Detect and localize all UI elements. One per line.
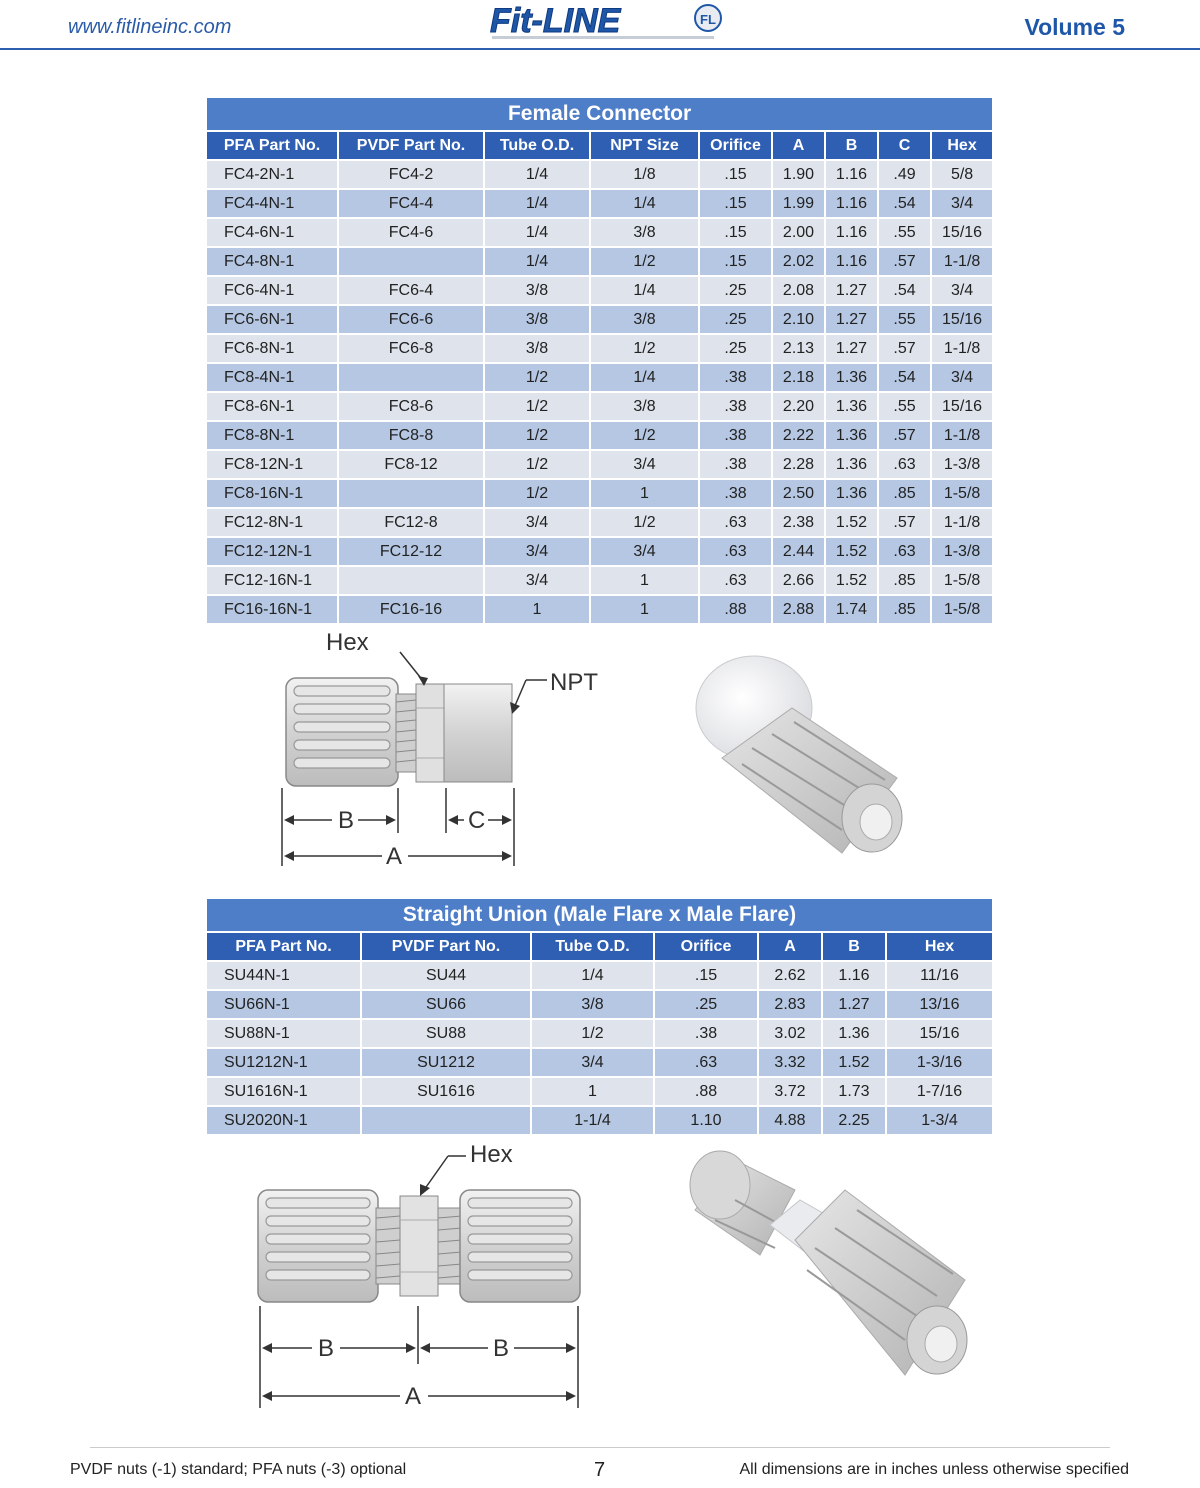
table-cell: 3/4 xyxy=(931,276,992,305)
female-connector-table xyxy=(207,98,992,623)
table-cell: 1/2 xyxy=(484,450,590,479)
table-cell: 3/4 xyxy=(484,566,590,595)
column-header: PFA Part No. xyxy=(207,932,361,961)
table-cell: FC4-4 xyxy=(338,189,484,218)
footer-divider xyxy=(90,1447,1110,1448)
table-cell: .15 xyxy=(699,218,772,247)
table-cell: 15/16 xyxy=(886,1019,992,1048)
table-cell: FC4-2 xyxy=(338,160,484,189)
column-header: PVDF Part No. xyxy=(338,131,484,160)
table-cell: 15/16 xyxy=(931,218,992,247)
volume-label: Volume 5 xyxy=(1024,14,1125,40)
table-cell: FC4-6 xyxy=(338,218,484,247)
table-cell: FC8-6 xyxy=(338,392,484,421)
table-cell: 3/8 xyxy=(484,276,590,305)
table-cell: FC12-12 xyxy=(338,537,484,566)
table-cell: 1.90 xyxy=(772,160,825,189)
table-cell: .15 xyxy=(654,961,758,990)
column-header: B xyxy=(822,932,886,961)
table-cell: 1/4 xyxy=(590,363,699,392)
table-cell: .63 xyxy=(699,537,772,566)
table-cell: 1-3/16 xyxy=(886,1048,992,1077)
table-row xyxy=(207,421,992,450)
table-cell: 1/2 xyxy=(484,479,590,508)
column-header: Orifice xyxy=(699,131,772,160)
table-cell: FC12-12N-1 xyxy=(207,537,338,566)
table-cell: .63 xyxy=(878,450,931,479)
table-row xyxy=(207,537,992,566)
table-cell: 1.16 xyxy=(825,247,878,276)
table-row xyxy=(207,1077,992,1106)
table-cell: FC6-6 xyxy=(338,305,484,334)
table-row xyxy=(207,990,992,1019)
table-cell: 2.20 xyxy=(772,392,825,421)
table-cell: FC6-6N-1 xyxy=(207,305,338,334)
table-cell: 2.08 xyxy=(772,276,825,305)
table-cell: .88 xyxy=(699,595,772,623)
table-cell: 3/8 xyxy=(484,305,590,334)
female-connector-photo xyxy=(682,648,932,868)
table-cell: .63 xyxy=(699,508,772,537)
table-cell: 1-5/8 xyxy=(931,595,992,623)
female-connector-diagram xyxy=(262,628,612,870)
table-cell: .25 xyxy=(699,334,772,363)
table-cell: 1-1/8 xyxy=(931,421,992,450)
straight-union-diagram xyxy=(248,1138,588,1418)
table-cell: FC12-8 xyxy=(338,508,484,537)
footer-dimensions-note: All dimensions are in inches unless otherwise specified xyxy=(739,1461,1129,1478)
table-cell: 1-7/16 xyxy=(886,1077,992,1106)
table-cell: .25 xyxy=(699,305,772,334)
table-row xyxy=(207,566,992,595)
table-cell: 2.18 xyxy=(772,363,825,392)
table-cell: FC16-16 xyxy=(338,595,484,623)
column-header: Tube O.D. xyxy=(531,932,654,961)
table-cell: 3.02 xyxy=(758,1019,822,1048)
table-cell: FC8-12N-1 xyxy=(207,450,338,479)
table-cell: .38 xyxy=(699,450,772,479)
table-cell: 2.25 xyxy=(822,1106,886,1134)
table-cell xyxy=(338,247,484,276)
column-header: B xyxy=(825,131,878,160)
table-row xyxy=(207,1106,992,1134)
table-cell: FC4-6N-1 xyxy=(207,218,338,247)
table-cell: .55 xyxy=(878,305,931,334)
table-cell: 1/2 xyxy=(590,334,699,363)
union-dim-a-label: A xyxy=(405,1383,422,1410)
table-cell: .15 xyxy=(699,189,772,218)
table-cell: 1.52 xyxy=(825,537,878,566)
table-cell: 3/8 xyxy=(590,305,699,334)
table-cell: 1 xyxy=(590,566,699,595)
table-cell: 1/2 xyxy=(484,363,590,392)
table-row xyxy=(207,218,992,247)
table-cell: .38 xyxy=(699,392,772,421)
table-cell: 2.83 xyxy=(758,990,822,1019)
table-row xyxy=(207,508,992,537)
npt-label: NPT xyxy=(550,669,598,696)
table-row xyxy=(207,247,992,276)
table-cell: 1-3/4 xyxy=(886,1106,992,1134)
table-cell: .55 xyxy=(878,218,931,247)
table-cell: 1/2 xyxy=(590,247,699,276)
table-cell: 1 xyxy=(531,1077,654,1106)
table-cell: SU1212N-1 xyxy=(207,1048,361,1077)
table-cell: 3/4 xyxy=(931,363,992,392)
table-cell: FC6-8 xyxy=(338,334,484,363)
table-cell: 1.27 xyxy=(825,334,878,363)
table-cell: .63 xyxy=(699,566,772,595)
table-cell: .54 xyxy=(878,363,931,392)
table-cell: .38 xyxy=(699,363,772,392)
table-cell: .38 xyxy=(654,1019,758,1048)
table-cell: 1/4 xyxy=(484,189,590,218)
table-cell: SU88 xyxy=(361,1019,531,1048)
table-cell: .57 xyxy=(878,421,931,450)
table-cell: FC6-4N-1 xyxy=(207,276,338,305)
table-cell: 1.27 xyxy=(825,305,878,334)
table-row xyxy=(207,1019,992,1048)
table-row xyxy=(207,189,992,218)
table-cell: 2.10 xyxy=(772,305,825,334)
table-cell: 1/2 xyxy=(590,421,699,450)
straight-union-photo xyxy=(675,1140,975,1395)
table-cell: 13/16 xyxy=(886,990,992,1019)
table-cell: FC4-8N-1 xyxy=(207,247,338,276)
table-cell: SU1212 xyxy=(361,1048,531,1077)
table-row xyxy=(207,305,992,334)
fit-line-logo xyxy=(478,0,728,44)
table-cell: 15/16 xyxy=(931,392,992,421)
table-cell: .55 xyxy=(878,392,931,421)
table-cell: 1-1/8 xyxy=(931,334,992,363)
table-cell: 3/4 xyxy=(531,1048,654,1077)
table-cell: 1.27 xyxy=(825,276,878,305)
table-cell: 3/4 xyxy=(590,537,699,566)
table-cell: 1/4 xyxy=(484,218,590,247)
table-cell: 1.52 xyxy=(822,1048,886,1077)
table-cell: 2.02 xyxy=(772,247,825,276)
table-cell: 3/8 xyxy=(590,392,699,421)
table-cell: .85 xyxy=(878,595,931,623)
table-cell: 1.36 xyxy=(825,479,878,508)
table-cell: .54 xyxy=(878,189,931,218)
table-row xyxy=(207,450,992,479)
table-cell: .49 xyxy=(878,160,931,189)
table-cell: 1.16 xyxy=(822,961,886,990)
table-cell: 2.28 xyxy=(772,450,825,479)
table-cell: .15 xyxy=(699,160,772,189)
union-dim-b2-label: B xyxy=(493,1335,510,1362)
website-url[interactable]: www.fitlineinc.com xyxy=(68,16,232,38)
table-cell: .25 xyxy=(654,990,758,1019)
table-cell: .57 xyxy=(878,334,931,363)
table-cell: 11/16 xyxy=(886,961,992,990)
table-cell: 1 xyxy=(590,595,699,623)
table-cell: SU2020N-1 xyxy=(207,1106,361,1134)
dim-c-label: C xyxy=(468,807,486,834)
table-cell: 1/8 xyxy=(590,160,699,189)
table-cell: .25 xyxy=(699,276,772,305)
page-number: 7 xyxy=(594,1459,606,1481)
dim-a-label: A xyxy=(386,843,403,870)
logo-badge: FL xyxy=(700,12,716,27)
table-cell: FC4-4N-1 xyxy=(207,189,338,218)
table-cell: 1.10 xyxy=(654,1106,758,1134)
table-cell: 3/4 xyxy=(484,537,590,566)
table-cell: 1/2 xyxy=(590,508,699,537)
table-row xyxy=(207,392,992,421)
table-cell: 1.52 xyxy=(825,508,878,537)
table-cell: .63 xyxy=(878,537,931,566)
table-cell: 1/4 xyxy=(531,961,654,990)
table-cell: .88 xyxy=(654,1077,758,1106)
union-hex-label: Hex xyxy=(470,1141,513,1168)
table-cell: .85 xyxy=(878,566,931,595)
table-cell: .57 xyxy=(878,508,931,537)
table-cell: 1.36 xyxy=(822,1019,886,1048)
table-cell: FC12-16N-1 xyxy=(207,566,338,595)
table-cell: 1.36 xyxy=(825,363,878,392)
table-cell: FC8-8 xyxy=(338,421,484,450)
table-cell: FC4-2N-1 xyxy=(207,160,338,189)
table-cell: 5/8 xyxy=(931,160,992,189)
table-cell: 1.74 xyxy=(825,595,878,623)
table-row xyxy=(207,334,992,363)
female-connector-title: Female Connector xyxy=(207,98,992,131)
table-cell: .38 xyxy=(699,479,772,508)
table-cell: 1/4 xyxy=(484,247,590,276)
table-cell: SU1616 xyxy=(361,1077,531,1106)
table-cell: 1-3/8 xyxy=(931,537,992,566)
table-cell: 4.88 xyxy=(758,1106,822,1134)
table-cell: 1.27 xyxy=(822,990,886,1019)
union-dim-b1-label: B xyxy=(318,1335,335,1362)
table-cell: .63 xyxy=(654,1048,758,1077)
table-cell: .85 xyxy=(878,479,931,508)
table-cell: 3.32 xyxy=(758,1048,822,1077)
table-row xyxy=(207,160,992,189)
table-row xyxy=(207,276,992,305)
table-cell: 1/2 xyxy=(484,421,590,450)
column-header: A xyxy=(758,932,822,961)
table-cell: 1-1/4 xyxy=(531,1106,654,1134)
table-cell: 1/4 xyxy=(590,276,699,305)
column-header: PVDF Part No. xyxy=(361,932,531,961)
table-cell: 1/4 xyxy=(484,160,590,189)
table-cell: 1/4 xyxy=(590,189,699,218)
hex-label: Hex xyxy=(326,629,369,656)
straight-union-table xyxy=(207,899,992,1134)
column-header: Tube O.D. xyxy=(484,131,590,160)
table-cell: FC8-16N-1 xyxy=(207,479,338,508)
table-cell: .57 xyxy=(878,247,931,276)
table-cell: 2.38 xyxy=(772,508,825,537)
table-cell: 1-1/8 xyxy=(931,508,992,537)
table-cell: 3/8 xyxy=(531,990,654,1019)
table-cell: .38 xyxy=(699,421,772,450)
table-cell: 1.16 xyxy=(825,218,878,247)
table-cell: FC8-4N-1 xyxy=(207,363,338,392)
table-row xyxy=(207,595,992,623)
table-cell: 2.44 xyxy=(772,537,825,566)
table-cell: 2.88 xyxy=(772,595,825,623)
table-cell: 1.99 xyxy=(772,189,825,218)
table-cell: 2.62 xyxy=(758,961,822,990)
table-cell: 2.50 xyxy=(772,479,825,508)
table-cell: SU44 xyxy=(361,961,531,990)
table-cell xyxy=(361,1106,531,1134)
table-cell: .54 xyxy=(878,276,931,305)
table-row xyxy=(207,1048,992,1077)
table-cell: SU66N-1 xyxy=(207,990,361,1019)
table-cell: 3/4 xyxy=(590,450,699,479)
table-cell: 2.13 xyxy=(772,334,825,363)
table-cell: 2.22 xyxy=(772,421,825,450)
table-cell: 3/4 xyxy=(931,189,992,218)
header-divider xyxy=(0,48,1200,50)
table-cell xyxy=(338,363,484,392)
column-header: A xyxy=(772,131,825,160)
table-cell: SU44N-1 xyxy=(207,961,361,990)
table-cell: 3.72 xyxy=(758,1077,822,1106)
footer-note: PVDF nuts (-1) standard; PFA nuts (-3) optional xyxy=(70,1461,407,1478)
table-cell: 1.36 xyxy=(825,450,878,479)
table-cell: 1.73 xyxy=(822,1077,886,1106)
column-header: NPT Size xyxy=(590,131,699,160)
column-header: Hex xyxy=(931,131,992,160)
table-cell: 2.00 xyxy=(772,218,825,247)
column-header: PFA Part No. xyxy=(207,131,338,160)
table-cell: SU1616N-1 xyxy=(207,1077,361,1106)
column-header: Hex xyxy=(886,932,992,961)
table-cell: 1.52 xyxy=(825,566,878,595)
table-cell: FC6-8N-1 xyxy=(207,334,338,363)
table-cell: 1/2 xyxy=(531,1019,654,1048)
logo-text: Fit-LINE xyxy=(490,2,621,40)
table-cell: 1 xyxy=(484,595,590,623)
column-header: C xyxy=(878,131,931,160)
table-cell: 3/8 xyxy=(484,334,590,363)
table-cell xyxy=(338,566,484,595)
table-cell: 1-5/8 xyxy=(931,479,992,508)
table-cell: 1-3/8 xyxy=(931,450,992,479)
table-cell: FC16-16N-1 xyxy=(207,595,338,623)
table-cell: 1.16 xyxy=(825,189,878,218)
table-cell: 1.36 xyxy=(825,421,878,450)
table-cell: .15 xyxy=(699,247,772,276)
table-cell: 1.36 xyxy=(825,392,878,421)
table-cell: 3/8 xyxy=(590,218,699,247)
table-cell xyxy=(338,479,484,508)
table-cell: 1-5/8 xyxy=(931,566,992,595)
table-cell: FC12-8N-1 xyxy=(207,508,338,537)
dim-b-label: B xyxy=(338,807,355,834)
column-header: Orifice xyxy=(654,932,758,961)
table-cell: 1 xyxy=(590,479,699,508)
table-cell: SU88N-1 xyxy=(207,1019,361,1048)
straight-union-title: Straight Union (Male Flare x Male Flare) xyxy=(207,899,992,932)
table-cell: 1.16 xyxy=(825,160,878,189)
table-row xyxy=(207,479,992,508)
table-cell: FC8-8N-1 xyxy=(207,421,338,450)
table-cell: 15/16 xyxy=(931,305,992,334)
table-cell: 1/2 xyxy=(484,392,590,421)
table-cell: FC6-4 xyxy=(338,276,484,305)
table-cell: 3/4 xyxy=(484,508,590,537)
table-row xyxy=(207,363,992,392)
table-cell: FC8-6N-1 xyxy=(207,392,338,421)
table-cell: SU66 xyxy=(361,990,531,1019)
table-cell: 2.66 xyxy=(772,566,825,595)
table-cell: 1-1/8 xyxy=(931,247,992,276)
table-cell: FC8-12 xyxy=(338,450,484,479)
table-row xyxy=(207,961,992,990)
